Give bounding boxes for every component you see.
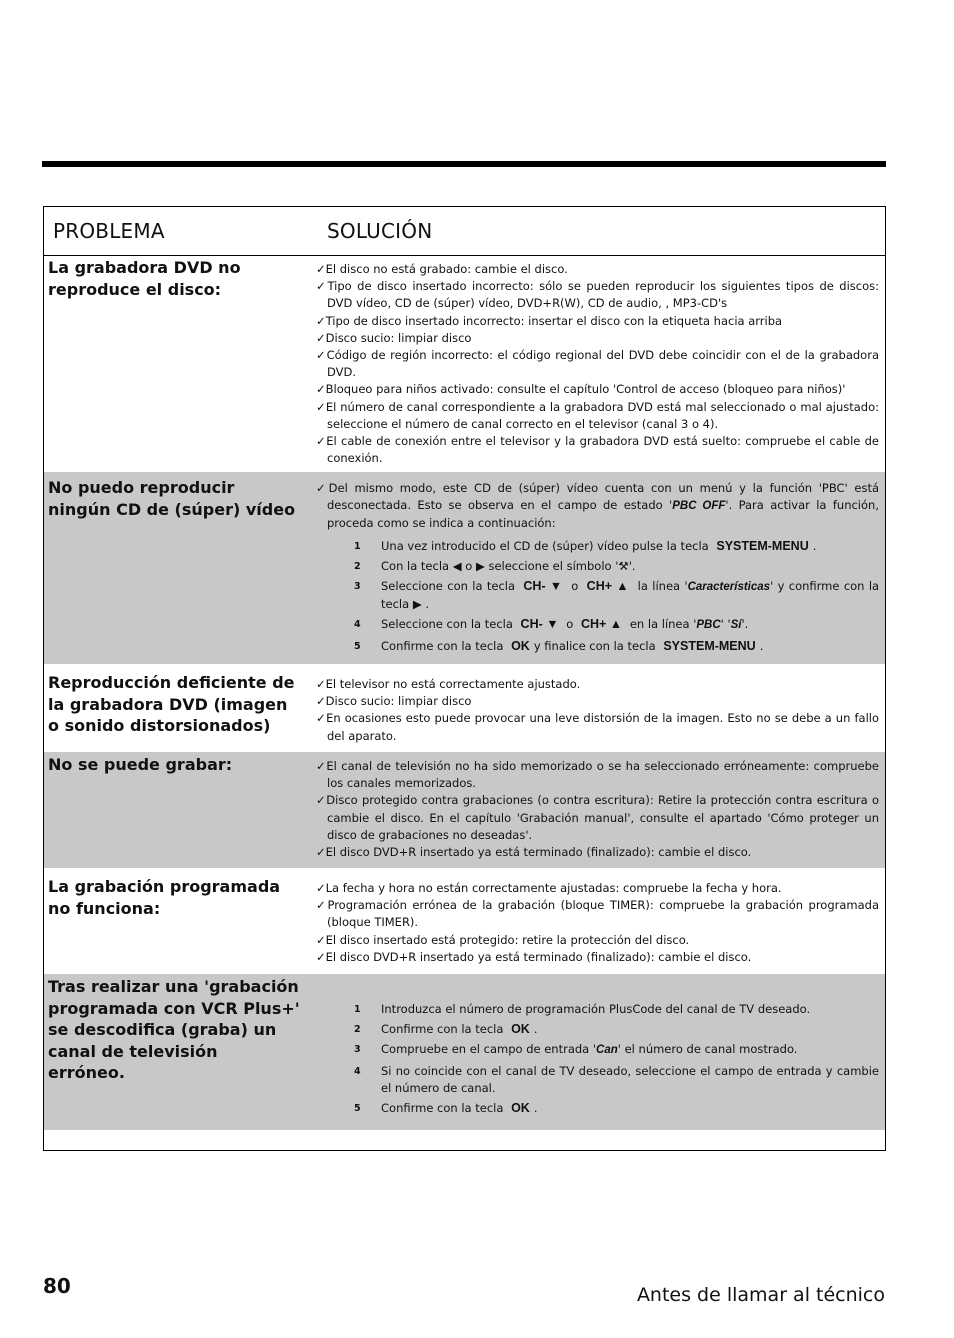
right-arrow-icon: ▶ [412,597,422,612]
check-icon: ✓ [316,262,326,276]
top-rule [42,161,886,167]
system-menu-key: SYSTEM-MENU [663,638,756,653]
problem-text: Tras realizar una 'grabación programada con VCR Plus+' se descodifica (graba) un canal de televisión erróneo. [48,977,300,1082]
check-icon: ✓ [316,677,326,691]
problem-text: No puedo reproducir ningún CD de (súper) vídeo [48,478,296,519]
troubleshooting-table [43,206,886,1151]
problem-text: La grabadora DVD no reproduce el disco: [48,258,241,299]
tools-icon: ⚒ [618,558,629,573]
list-item: ✓Disco protegido contra grabaciones (o contra escritura): Retire la protección contra escritura o cambie el disco. En el capítulo 'Grabación manual', consulte el apartado 'Cómo proteger un disco de grabaciones no deseadas'. [316,793,879,842]
step-item: 3 Compruebe en el campo de entrada 'Can' el número de canal mostrado. [354,1042,798,1057]
ch-up-key: CH+ ▲ [586,579,630,594]
solution-list [316,261,879,467]
list-item: ✓El cable de conexión entre el televisor y la grabadora DVD está suelto: compruebe el cable de conexión. [316,434,879,466]
check-icon: ✓ [316,898,328,913]
list-item: ✓Disco sucio: limpiar disco [316,694,472,709]
check-icon: ✓ [316,949,326,964]
solution-list [316,480,879,658]
ok-key: OK [511,638,530,653]
check-icon: ✓ [316,793,327,808]
left-arrow-icon: ◀ [452,558,462,573]
check-icon: ✓ [316,481,329,495]
page-number: 80 [43,1274,71,1298]
check-icon: ✓ [316,279,328,294]
list-item: ✓El canal de televisión no ha sido memorizado o se ha seleccionado erróneamente: compruebe los canales memorizados. [316,759,879,791]
problem-text: No se puede grabar: [48,755,233,774]
solution-column-header: SOLUCIÓN [327,219,433,243]
right-arrow-icon: ▶ [475,558,485,573]
ok-key: OK [511,1022,530,1037]
check-icon: ✓ [316,932,326,947]
step-item: 4 Seleccione con la tecla CH- ▼ o CH+ ▲ en la línea 'PBC' 'Sí'. [354,617,749,632]
list-item: ✓El disco no está grabado: cambie el disco. [316,262,568,276]
list-item: ✓El disco insertado está protegido: retire la protección del disco. [316,932,690,947]
ch-down-key: CH- ▼ [520,617,559,632]
list-item: ✓Programación errónea de la grabación (bloque TIMER): compruebe la grabación programada (bloque TIMER). [316,898,880,930]
table-row [44,472,885,664]
section-title: Antes de llamar al técnico [636,1284,885,1306]
problem-column-header: PROBLEMA [53,219,165,243]
system-menu-key: SYSTEM-MENU [716,538,809,553]
problem-text: La grabación programada no funciona: [48,877,281,918]
ok-key: OK [511,1101,530,1116]
check-icon: ✓ [316,399,326,414]
check-icon: ✓ [316,759,327,773]
solution-list [316,676,879,745]
table-row [44,256,885,469]
list-item: ✓Tipo de disco insertado incorrecto: insertar el disco con la etiqueta hacia arriba [316,313,783,328]
check-icon: ✓ [316,881,326,895]
list-item: ✓Disco sucio: limpiar disco [316,330,472,345]
table-row [44,667,885,751]
step-item: 2 Con la tecla ◀ o ▶ seleccione el símbolo '⚒'. [354,558,636,573]
check-icon: ✓ [316,348,327,363]
check-icon: ✓ [316,711,327,726]
list-item: ✓El televisor no está correctamente ajustado. [316,677,581,691]
check-icon: ✓ [316,694,326,709]
check-icon: ✓ [316,382,326,397]
check-icon: ✓ [316,313,326,328]
step-item: 5 Confirme con la tecla OK y finalice con la tecla SYSTEM-MENU . [354,638,764,653]
check-icon: ✓ [316,434,327,449]
list-item: ✓Del mismo modo, este CD de (súper) vídeo cuenta con un menú y la función 'PBC' está desconectada. Esto se observa en el campo de estado 'PBC OFF'. Para activar la función, proceda como se indica a continuación: [316,481,880,531]
table-row [44,752,885,868]
list-item: ✓En ocasiones esto puede provocar una leve distorsión de la imagen. Esto no se debe a un fallo del aparato. [316,711,879,743]
solution-list [316,880,879,966]
check-icon: ✓ [316,330,326,345]
problem-text: Reproducción deficiente de la grabadora DVD (imagen o sonido distorsionados) [48,673,295,735]
ch-down-key: CH- ▼ [523,579,563,594]
table-row [44,974,885,1130]
step-item: 1 Una vez introducido el CD de (súper) vídeo pulse la tecla SYSTEM-MENU . [354,538,817,553]
list-item: ✓Código de región incorrecto: el código regional del DVD debe coincidir con el de la grabadora DVD. [316,348,879,380]
table-header [44,207,885,256]
step-item: 5 Confirme con la tecla OK . [354,1101,538,1116]
list-item: ✓Tipo de disco insertado incorrecto: sólo se pueden reproducir los siguientes tipos de discos: DVD vídeo, CD de (súper) vídeo, DVD+R(W), CD de audio, , MP3-CD's [316,279,880,311]
solution-list [316,758,879,861]
table-row [44,869,885,972]
list-item: ✓El número de canal correspondiente a la grabadora DVD está mal seleccionado o mal ajustado: seleccione el número de canal correcto en el televisor (canal 3 o 4). [316,399,879,431]
list-item: ✓La fecha y hora no están correctamente ajustadas: compruebe la fecha y hora. [316,881,782,895]
ch-up-key: CH+ ▲ [580,617,623,632]
step-item: 1 Introduzca el número de programación PlusCode del canal de TV deseado. [354,1002,811,1016]
list-item: ✓El disco DVD+R insertado ya está terminado (finalizado): cambie el disco. [316,949,752,964]
step-item: 4 Si no coincide con el canal de TV deseado, seleccione el campo de entrada y cambie el número de canal. [354,1063,879,1095]
list-item: ✓Bloqueo para niños activado: consulte el capítulo 'Control de acceso (bloqueo para niños)' [316,382,846,397]
list-item: ✓El disco DVD+R insertado ya está terminado (finalizado): cambie el disco. [316,845,752,860]
check-icon: ✓ [316,845,326,860]
step-item: 2 Confirme con la tecla OK . [354,1022,538,1037]
solution-list [316,998,879,1120]
step-item: 3 Seleccione con la tecla CH- ▼ o CH+ ▲ la línea 'Características' y confirme con la tecla ▶ . [354,579,880,612]
